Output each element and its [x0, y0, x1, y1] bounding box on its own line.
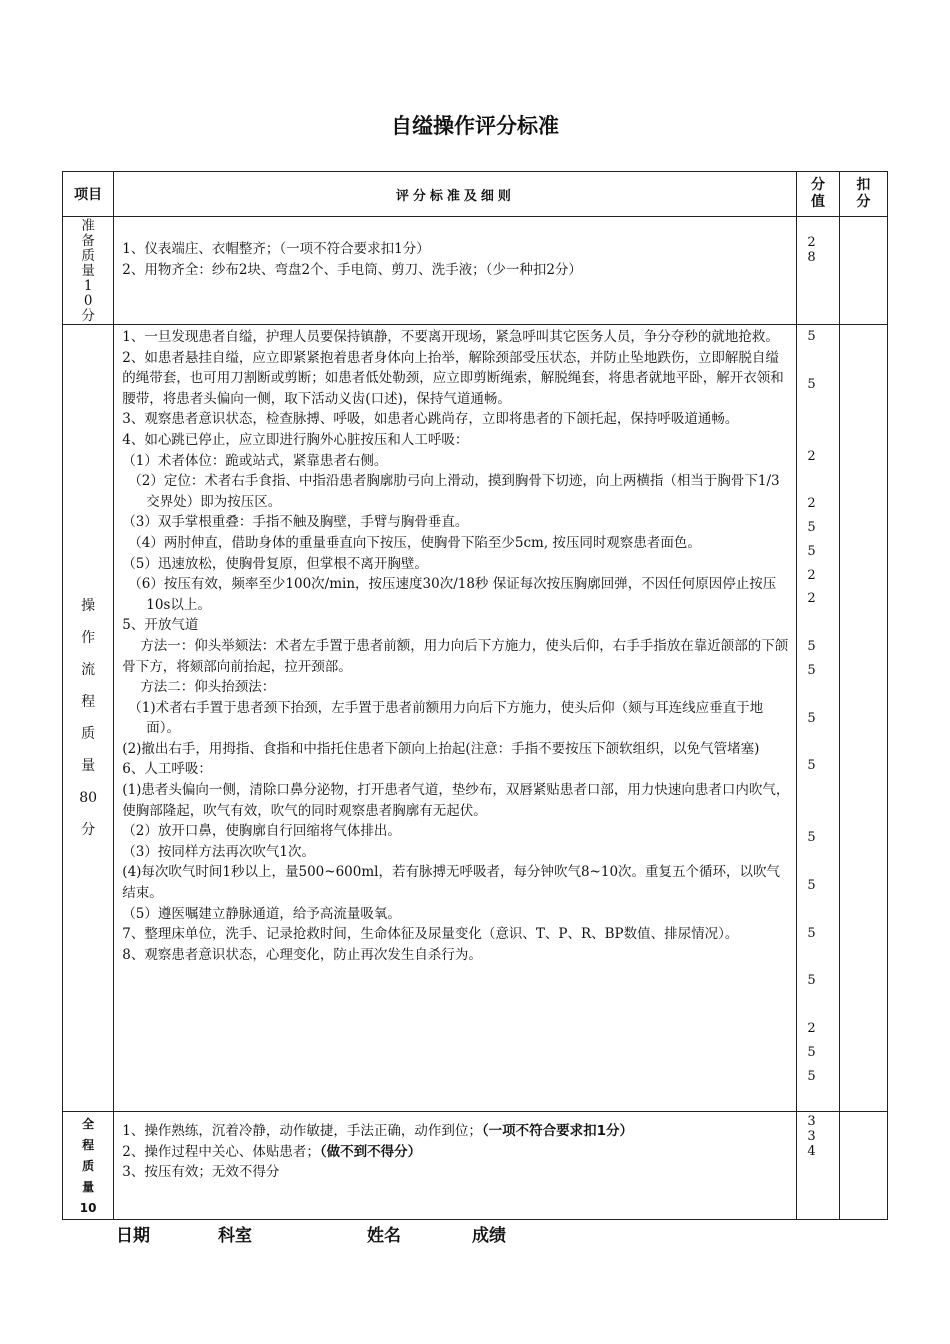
- criteria-line: 2、用物齐全：纱布2块、弯盘2个、手电筒、剪刀、洗手液；（少一种扣2分）: [122, 261, 582, 278]
- points-cell: [797, 325, 839, 1112]
- header-score: 分 值: [797, 172, 839, 217]
- criteria-cell: [114, 1112, 797, 1220]
- point-value: 5: [807, 973, 816, 988]
- header-deduct: 扣 分: [839, 172, 887, 217]
- criteria-line: （5）遵医嘱建立静脉通道，给予高流量吸氧。: [122, 905, 401, 922]
- criteria-line: （6）按压有效，频率至少100次/min，按压速度30次/18秒 保证每次按压胸廓回弹，不因任何原因停止按压10s以上。: [128, 576, 777, 613]
- point-value: 8: [807, 250, 816, 265]
- point-value: 5: [807, 878, 816, 893]
- criteria-line: 4、如心跳已停止，应立即进行胸外心脏按压和人工呼吸：: [122, 431, 469, 448]
- point-value: 5: [807, 830, 816, 845]
- point-value: 5: [807, 639, 816, 654]
- point-value: 5: [807, 711, 816, 726]
- criteria-line: 8、观察患者意识状态，心理变化，防止再次发生自杀行为。: [122, 946, 482, 963]
- header-item: 项目: [63, 172, 114, 217]
- point-value: 5: [807, 1069, 816, 1084]
- page-title: 自缢操作评分标准: [391, 114, 559, 138]
- table-header-row: [63, 172, 888, 217]
- point-value: 5: [807, 663, 816, 678]
- name-label: 姓名: [367, 1226, 401, 1246]
- criteria-line: （4）两肘伸直，借助身体的重量垂直向下按压，使胸骨下陷至少5cm, 按压同时观察患者面色。: [128, 534, 701, 551]
- criteria-line: (1)患者头偏向一侧，清除口鼻分泌物，打开患者气道，垫纱布，双唇紧贴患者口部，用力快速向患者口内吹气，使胸部隆起，吹气有效，吹气的同时观察患者胸廓有无起伏。: [122, 782, 790, 819]
- criteria-cell: [114, 217, 797, 325]
- deduct-cell: [839, 1112, 887, 1220]
- criteria-line: （2）放开口鼻，使胸廓自行回缩将气体排出。: [122, 823, 401, 840]
- point-value: 2: [807, 496, 816, 511]
- criteria-line: （1）术者体位：跪或站式，紧靠患者右侧。: [122, 452, 388, 469]
- criteria-line: 7、整理床单位，洗手、记录抢救时间，生命体征及尿量变化（意识、T、P、R、BP数值、排尿情况）。: [122, 926, 739, 943]
- criteria-line: (4)每次吹气时间1秒以上，量500~600ml，若有脉搏无呼吸者，每分钟吹气8~10次。重复五个循环，以吹气结束。: [122, 864, 781, 902]
- criteria-line: 1、仪表端庄、衣帽整齐；（一项不符合要求扣1分）: [122, 241, 430, 257]
- header-criteria: 评分标准及细则: [114, 172, 797, 217]
- criteria-line: (2)撤出右手，用拇指、食指和中指托住患者下颌向上抬起(注意：手指不要按压下颌软组织，以免气管堵塞): [122, 740, 760, 757]
- category-cell: 操 作 流 程 质 量 80 分: [63, 325, 114, 1112]
- point-value: 5: [807, 520, 816, 535]
- criteria-line: 3、按压有效；无效不得分: [122, 1164, 280, 1181]
- table-row: [63, 325, 888, 1112]
- criteria-line: （2）定位：术者右手食指、中指沿患者胸廓肋弓向上滑动，摸到胸骨下切迹，向上两横指（相当于胸骨下1/3交界处）即为按压区。: [128, 473, 780, 510]
- criteria-line: 方法二：仰头抬颈法：: [140, 679, 276, 696]
- criteria-line: 2、操作过程中关心、体贴患者；（做不到不得分）: [122, 1143, 422, 1160]
- point-value: 5: [807, 329, 816, 344]
- criteria-line: 方法一：仰头举颏法：术者左手置于患者前额，用力向后下方施力，使头后仰，右手手指放在靠近颌部的下颌骨下方，将颏部向前抬起，拉开颈部。: [122, 637, 789, 675]
- point-value: 5: [807, 926, 816, 941]
- deduct-cell: [839, 217, 887, 325]
- grade-label: 成绩: [472, 1226, 506, 1246]
- criteria-line: （3）双手掌根重叠：手指不触及胸壁，手臂与胸骨垂直。: [122, 514, 469, 531]
- point-value: 2: [807, 568, 816, 583]
- point-value: 3: [807, 1129, 816, 1144]
- criteria-line: （1)术者右手置于患者颈下抬颈，左手置于患者前额用力向后下方施力，使头后仰（颏与耳连线应垂直于地面）。: [128, 699, 764, 737]
- criteria-line: 5、开放气道: [122, 617, 199, 634]
- criteria-cell: [114, 325, 797, 1112]
- date-label: 日期: [116, 1226, 150, 1246]
- criteria-line: （3）按同样方法再次吹气1次。: [122, 843, 315, 860]
- points-cell: [797, 1112, 839, 1220]
- criteria-line: 1、一旦发现患者自缢，护理人员要保持镇静，不要离开现场，紧急呼叫其它医务人员，争分夺秒的就地抢救。: [122, 329, 779, 345]
- deduct-cell: [839, 325, 887, 1112]
- point-value: 5: [807, 758, 816, 773]
- criteria-line: 1、操作熟练，沉着冷静，动作敏捷，手法正确，动作到位；（一项不符合要求扣1分）: [122, 1123, 634, 1139]
- points-cell: [797, 217, 839, 325]
- point-value: 2: [807, 591, 816, 606]
- point-value: 2: [807, 1021, 816, 1036]
- point-value: 5: [807, 544, 816, 559]
- table-row: [63, 217, 888, 325]
- point-value: 5: [807, 377, 816, 392]
- point-value: 2: [807, 235, 816, 250]
- criteria-line: 6、人工呼吸：: [122, 761, 212, 778]
- criteria-line: 2、如患者悬挂自缢，应立即紧紧抱着患者身体向上抬举，解除颈部受压状态，并防止坠地跌伤，立即解脱自缢的绳带套，也可用刀割断或剪断；如患者低处勒颈，应立即剪断绳索，解脱绳套，将患者就地平卧，解开衣领和腰带，将患者头偏向一侧，取下活动义齿(口述)，保持气道通畅。: [122, 349, 784, 407]
- criteria-line: 3、观察患者意识状态，检查脉搏、呼吸，如患者心跳尚存，立即将患者的下颌托起，保持呼吸道通畅。: [122, 411, 739, 428]
- category-cell: 准 备 质 量 1 0 分: [63, 217, 114, 325]
- point-value: 4: [807, 1144, 816, 1159]
- point-value: 2: [807, 449, 816, 464]
- point-value: 3: [807, 1114, 816, 1129]
- criteria-line: （5）迅速放松，使胸骨复原，但掌根不离开胸壁。: [122, 555, 428, 572]
- table-row: [63, 1112, 888, 1220]
- point-value: 5: [807, 1045, 816, 1060]
- category-cell: 全 程 质 量 10: [63, 1112, 114, 1220]
- scoring-table: [62, 171, 888, 1220]
- dept-label: 科室: [218, 1226, 252, 1246]
